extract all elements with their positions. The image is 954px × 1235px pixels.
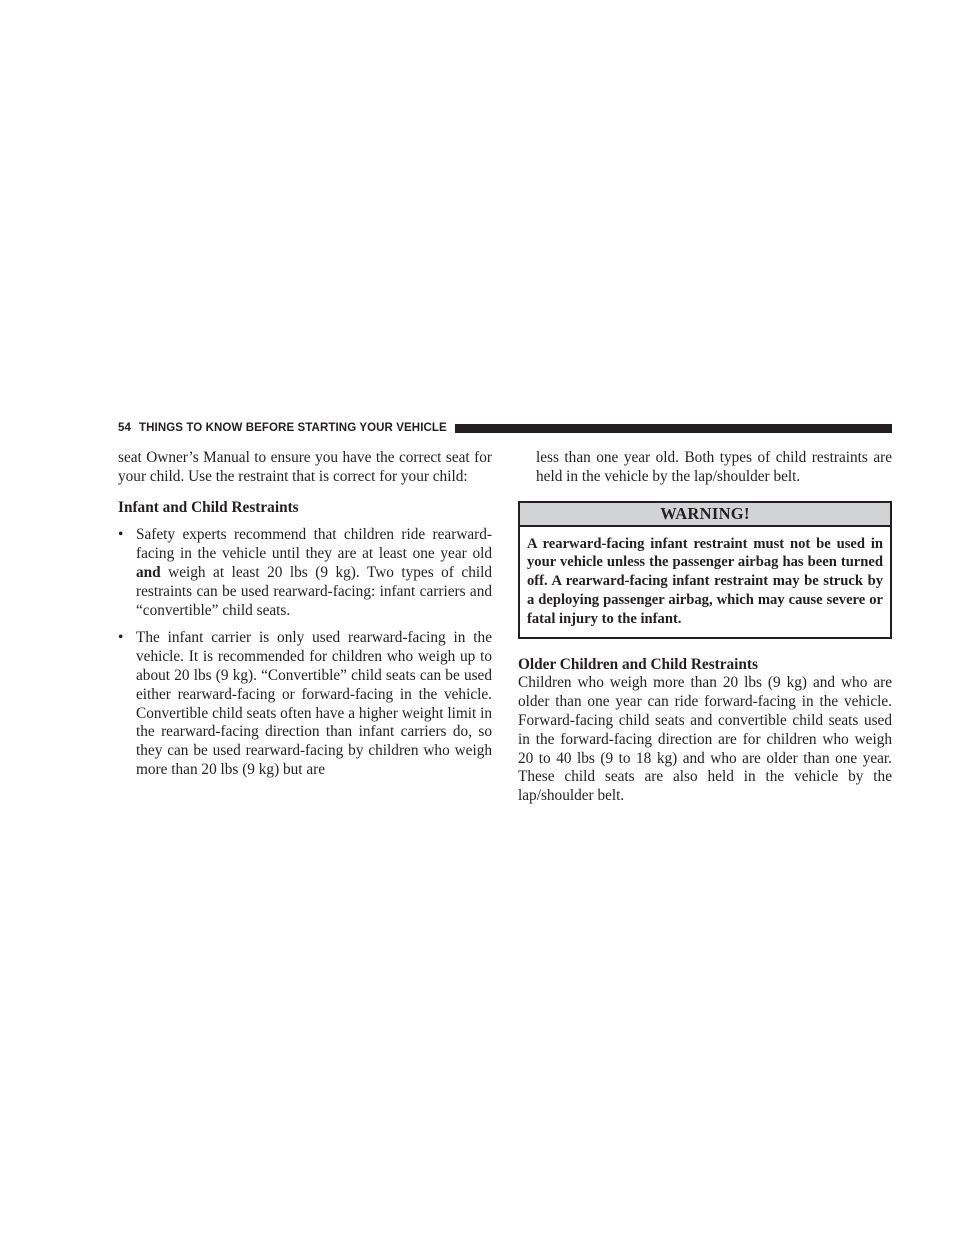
left-column xyxy=(118,449,492,789)
continuation-paragraph: less than one year old. Both types of child restraints are held in the vehicle by the lap/shoulder belt. xyxy=(536,449,892,485)
infant-child-restraints-heading: Infant and Child Restraints xyxy=(118,498,299,516)
bullet1-text-start: Safety experts recommend that children ride rearward-facing in the vehicle until they are at least one year old xyxy=(136,526,492,563)
list-item xyxy=(118,526,492,620)
list-item xyxy=(118,629,492,779)
bullet-list xyxy=(118,526,492,779)
section-title: THINGS TO KNOW BEFORE STARTING YOUR VEHICLE xyxy=(139,422,447,434)
page-number: 54 xyxy=(118,422,131,434)
bullet2-text: The infant carrier is only used rearward-facing in the vehicle. It is recommended for children who weigh up to about 20 lbs (9 kg). “Convertible” child seats can be used either rearward-facing or forward-facing in the vehicle. Convertible child seats often have a higher weight limit in the rearward-facing direction than infant carriers do, so they can be used rearward-facing by children who weigh more than 20 lbs (9 kg) but are xyxy=(136,629,492,778)
older-children-heading: Older Children and Child Restraints xyxy=(518,655,758,673)
warning-body: A rearward-facing infant restraint must not be used in your vehicle unless the passenger airbag has been turned off. A rearward-facing infant restraint may be struck by a deploying passenger airbag, which may cause severe or fatal injury to the infant. xyxy=(527,535,883,627)
page-header xyxy=(118,420,892,436)
intro-paragraph: seat Owner’s Manual to ensure you have the correct seat for your child. Use the restraint that is correct for your child: xyxy=(118,449,492,485)
bullet1-emphasis: and xyxy=(136,563,161,581)
bullet1-text-end: weigh at least 20 lbs (9 kg). Two types of child restraints can be used rearward-facing: infant carriers and “convertible” child seats. xyxy=(136,563,492,619)
older-children-paragraph: Children who weigh more than 20 lbs (9 kg) and who are older than one year can ride forward-facing in the vehicle. Forward-facing child seats and convertible child seats used in the forward-facing direction are for children who weigh 20 to 40 lbs (9 to 18 kg) and who are older than one year. These child seats are also held in the vehicle by the lap/shoulder belt. xyxy=(518,674,892,805)
warning-box xyxy=(518,501,892,639)
bullet-icon: • xyxy=(118,526,124,544)
right-column xyxy=(518,449,892,806)
header-rule xyxy=(455,424,892,433)
warning-title: WARNING! xyxy=(520,503,890,527)
bullet-icon: • xyxy=(118,629,124,647)
